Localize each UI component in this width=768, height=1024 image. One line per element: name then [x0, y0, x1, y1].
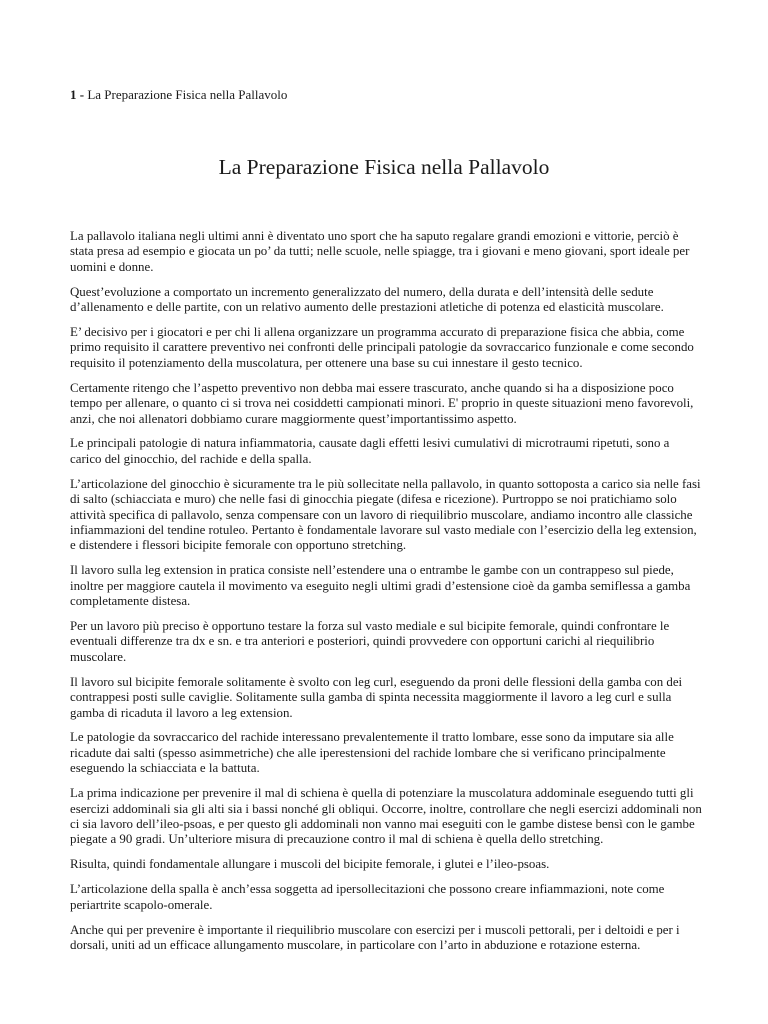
paragraph: Le principali patologie di natura infiammatoria, causate dagli effetti lesivi cumulativi di microtraumi ripetuti, sono a carico del ginocchio, del rachide e della spalla.: [70, 436, 670, 466]
paragraph: Il lavoro sul bicipite femorale solitamente è svolto con leg curl, eseguendo da proni delle flessioni della gamba con dei contrappesi posti sulle caviglie. Solitamente sulla gamba di spinta necessita maggiormente il lavoro a leg curl e sulla gamba di ricaduta il lavoro a leg extension.: [70, 674, 683, 720]
document-title: La Preparazione Fisica nella Pallavolo: [218, 155, 550, 179]
paragraph: Il lavoro sulla leg extension in pratica consiste nell’estendere una o entrambe le gambe con un contrappeso sul piede, inoltre per maggiore cautela il movimento va eseguito negli ultimi gradi d’estensione cioè da gamba semiflessa a gamba completamente distesa.: [70, 563, 691, 609]
paragraph: L’articolazione del ginocchio è sicuramente tra le più sollecitate nella pallavolo, in quanto sottoposta a carico sia nelle fasi di salto (schiacciata e muro) che nelle fasi di ginocchia piegate (difesa e ricezione). Purtroppo se noi pratichiamo solo attività specifica di pallavolo, senza compensare con un lavoro di riequilibrio muscolare, andiamo incontro alle classiche infiammazioni del tendine rotuleo. Pertanto è fondamentale lavorare sul vasto mediale con l’esercizio della leg extension, e distendere i flessori bicipite femorale con opportuno stretching.: [70, 476, 701, 553]
paragraph: La prima indicazione per prevenire il mal di schiena è quella di potenziare la muscolatura addominale eseguendo tutti gli esercizi addominali sia gli alti sia i bassi nonché gli obliqui. Occorre, inoltre, controllare che negli esercizi addominali non ci sia lavoro dell’ileo-psoas, e per questo gli addominali non vanno mai eseguiti con le gambe distese bensì con le gambe piegate a 90 gradi. Un’ulteriore misura di precauzione contro il mal di schiena è quella dello stretching.: [70, 786, 702, 847]
page-number: 1 -: [70, 87, 85, 102]
paragraph: Risulta, quindi fondamentale allungare i muscoli del bicipite femorale, i glutei e l’ileo-psoas.: [70, 857, 550, 872]
paragraph: Anche qui per prevenire è importante il riequilibrio muscolare con esercizi per i muscoli pettorali, per i deltoidi e per i dorsali, uniti ad un efficace allungamento muscolare, in particolare con l’arto in abduzione e rotazione esterna.: [70, 922, 680, 952]
document-body: [70, 229, 702, 963]
page-header: [70, 87, 287, 103]
paragraph: La pallavolo italiana negli ultimi anni è diventato uno sport che ha saputo regalare grandi emozioni e vittorie, perciò è stata presa ad esempio e giocata un po’ da tutti; nelle scuole, nelle spiagge, tra i giovani e meno giovani, sport ideale per uomini e donne.: [70, 229, 690, 274]
paragraph: L’articolazione della spalla è anch’essa soggetta ad ipersollecitazioni che possono creare infiammazioni, note come periartrite scapolo-omerale.: [70, 882, 665, 912]
paragraph: Per un lavoro più preciso è opportuno testare la forza sul vasto mediale e sul bicipite femorale, quindi confrontare le eventuali differenze tra dx e sn. e tra anteriori e posteriori, quindi provvedere con opportuni carichi al riequilibrio muscolare.: [70, 619, 670, 664]
paragraph: Le patologie da sovraccarico del rachide interessano prevalentemente il tratto lombare, esse sono da imputare sia alle ricadute dai salti (spesso asimmetriche) che alle iperestensioni del rachide lombare che si verificano principalmente eseguendo la schiacciata e la battuta.: [70, 730, 674, 776]
paragraph: Certamente ritengo che l’aspetto preventivo non debba mai essere trascurato, anche quando si ha a disposizione poco tempo per allenare, o quanto ci si trova nei cosiddetti campionati minori. E' proprio in queste situazioni meno favorevoli, anzi, che noi allenatori dobbiamo curare maggiormente quest’importantissimo aspetto.: [70, 380, 694, 426]
paragraph: E’ decisivo per i giocatori e per chi li allena organizzare un programma accurato di preparazione fisica che abbia, come primo requisito il carattere preventivo nei confronti delle principali patologie da sovraccarico funzionale e come secondo requisito il potenziamento della muscolatura, per ottenere una base su cui innestare il gesto tecnico.: [70, 325, 694, 370]
paragraph: Quest’evoluzione a comportato un incremento generalizzato del numero, della durata e dell’intensità delle sedute d’allenamento e delle partite, con un relativo aumento delle prestazioni atletiche di potenza ed elasticità muscolare.: [70, 284, 664, 315]
page-header-title: La Preparazione Fisica nella Pallavolo: [87, 87, 288, 102]
